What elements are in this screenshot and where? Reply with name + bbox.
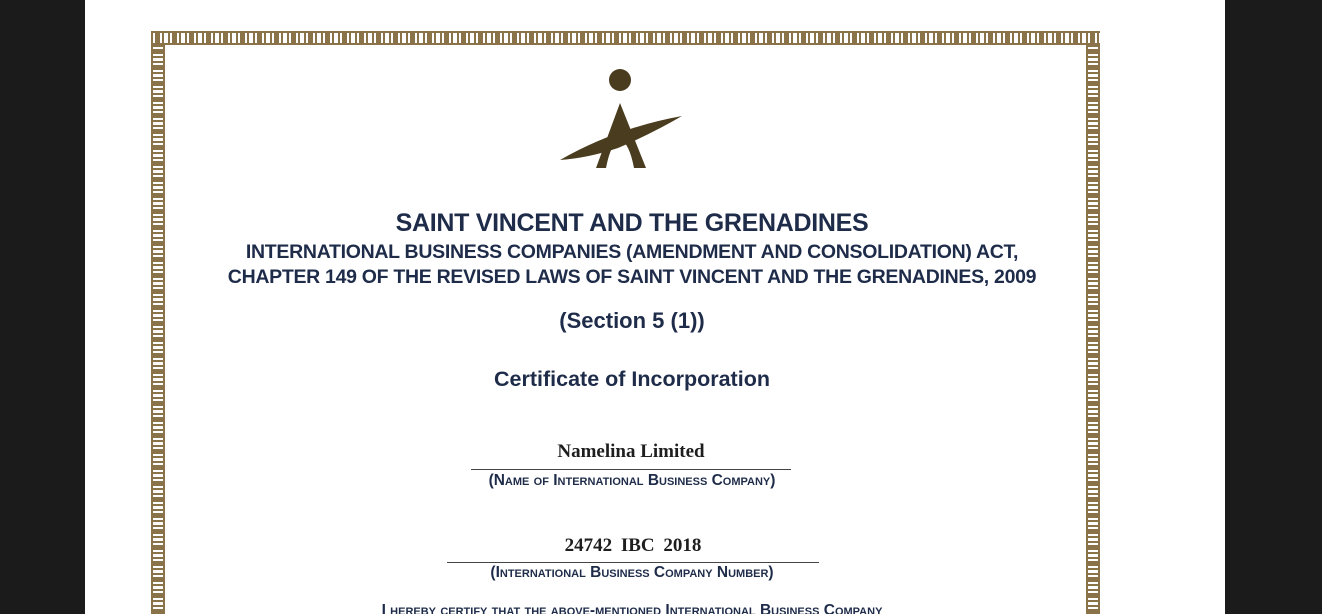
company-number-caption: (International Business Company Number)	[490, 564, 774, 581]
svg-emblem-icon	[556, 68, 686, 172]
section-reference: (Section 5 (1))	[559, 308, 705, 333]
company-name: Namelina Limited	[557, 441, 705, 462]
company-name-underline	[471, 469, 791, 470]
certificate-page	[85, 0, 1225, 614]
certificate-title: Certificate of Incorporation	[494, 367, 770, 391]
act-title-line-1: INTERNATIONAL BUSINESS COMPANIES (AMENDMENT AND CONSOLIDATION) ACT,	[245, 241, 1019, 263]
greek-key-border-top	[151, 31, 1100, 45]
act-title-line-2: CHAPTER 149 OF THE REVISED LAWS OF SAINT VINCENT AND THE GRENADINES, 2009	[227, 266, 1037, 288]
country-heading: SAINT VINCENT AND THE GRENADINES	[395, 209, 869, 237]
company-number: 24742 IBC 2018	[564, 535, 702, 556]
company-number-underline	[447, 562, 819, 563]
company-name-caption: (Name of International Business Company)	[488, 472, 776, 489]
certify-statement: I hereby certify that the above-mentioned International Business Company	[381, 602, 883, 614]
